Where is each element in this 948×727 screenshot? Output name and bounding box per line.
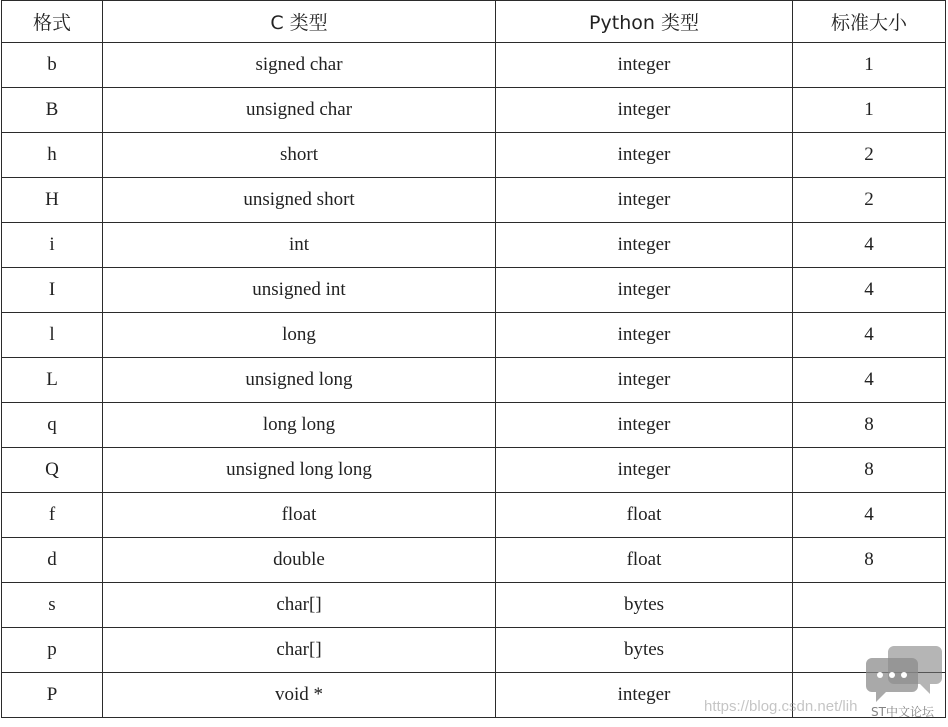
cell-format: p xyxy=(2,628,103,673)
cell-format: H xyxy=(2,178,103,223)
cell-format: s xyxy=(2,583,103,628)
cell-c-type: signed char xyxy=(103,43,496,88)
cell-python-type: integer xyxy=(496,178,793,223)
cell-format: P xyxy=(2,673,103,718)
header-python-type: Python 类型 xyxy=(496,1,793,43)
cell-python-type: bytes xyxy=(496,583,793,628)
cell-size xyxy=(793,673,946,718)
cell-python-type: integer xyxy=(496,88,793,133)
cell-format: B xyxy=(2,88,103,133)
cell-python-type: integer xyxy=(496,358,793,403)
header-row xyxy=(2,1,946,43)
table-row xyxy=(2,583,946,628)
cell-python-type: integer xyxy=(496,673,793,718)
watermark-url: https://blog.csdn.net/lih xyxy=(704,698,858,715)
cell-python-type: float xyxy=(496,538,793,583)
table-row xyxy=(2,313,946,358)
format-table xyxy=(1,0,946,718)
cell-c-type: short xyxy=(103,133,496,178)
cell-c-type: long xyxy=(103,313,496,358)
table-row xyxy=(2,538,946,583)
cell-python-type: bytes xyxy=(496,628,793,673)
cell-c-type: unsigned short xyxy=(103,178,496,223)
table-row xyxy=(2,88,946,133)
cell-python-type: integer xyxy=(496,223,793,268)
cell-size: 4 xyxy=(793,358,946,403)
watermark-logo-text: ST中文论坛 xyxy=(871,705,934,719)
cell-format: i xyxy=(2,223,103,268)
cell-size: 8 xyxy=(793,538,946,583)
cell-size: 2 xyxy=(793,133,946,178)
cell-python-type: integer xyxy=(496,313,793,358)
cell-format: d xyxy=(2,538,103,583)
cell-c-type: unsigned long long xyxy=(103,448,496,493)
table-row xyxy=(2,268,946,313)
cell-python-type: integer xyxy=(496,448,793,493)
table-row xyxy=(2,493,946,538)
cell-python-type: integer xyxy=(496,268,793,313)
cell-c-type: void * xyxy=(103,673,496,718)
cell-format: q xyxy=(2,403,103,448)
cell-size xyxy=(793,628,946,673)
cell-size xyxy=(793,583,946,628)
cell-format: f xyxy=(2,493,103,538)
header-c-type: C 类型 xyxy=(103,1,496,43)
header-standard-size: 标准大小 xyxy=(793,1,946,43)
cell-size: 4 xyxy=(793,268,946,313)
cell-size: 4 xyxy=(793,223,946,268)
cell-python-type: integer xyxy=(496,43,793,88)
cell-python-type: float xyxy=(496,493,793,538)
table-row xyxy=(2,673,946,718)
table-row xyxy=(2,43,946,88)
cell-size: 1 xyxy=(793,88,946,133)
cell-format: b xyxy=(2,43,103,88)
cell-size: 8 xyxy=(793,403,946,448)
table-row xyxy=(2,403,946,448)
cell-size: 1 xyxy=(793,43,946,88)
table-row xyxy=(2,178,946,223)
cell-c-type: unsigned long xyxy=(103,358,496,403)
cell-python-type: integer xyxy=(496,403,793,448)
cell-size: 2 xyxy=(793,178,946,223)
cell-c-type: float xyxy=(103,493,496,538)
header-format: 格式 xyxy=(2,1,103,43)
cell-format: L xyxy=(2,358,103,403)
cell-c-type: double xyxy=(103,538,496,583)
cell-c-type: long long xyxy=(103,403,496,448)
cell-format: I xyxy=(2,268,103,313)
cell-python-type: integer xyxy=(496,133,793,178)
cell-format: h xyxy=(2,133,103,178)
cell-size: 4 xyxy=(793,493,946,538)
table-row xyxy=(2,358,946,403)
cell-format: l xyxy=(2,313,103,358)
table-row xyxy=(2,628,946,673)
cell-c-type: char[] xyxy=(103,628,496,673)
table-row xyxy=(2,448,946,493)
table-body xyxy=(2,43,946,718)
cell-format: Q xyxy=(2,448,103,493)
cell-size: 8 xyxy=(793,448,946,493)
cell-c-type: unsigned char xyxy=(103,88,496,133)
table-header xyxy=(2,1,946,43)
cell-size: 4 xyxy=(793,313,946,358)
cell-c-type: unsigned int xyxy=(103,268,496,313)
cell-c-type: char[] xyxy=(103,583,496,628)
cell-c-type: int xyxy=(103,223,496,268)
table-row xyxy=(2,223,946,268)
table-row xyxy=(2,133,946,178)
